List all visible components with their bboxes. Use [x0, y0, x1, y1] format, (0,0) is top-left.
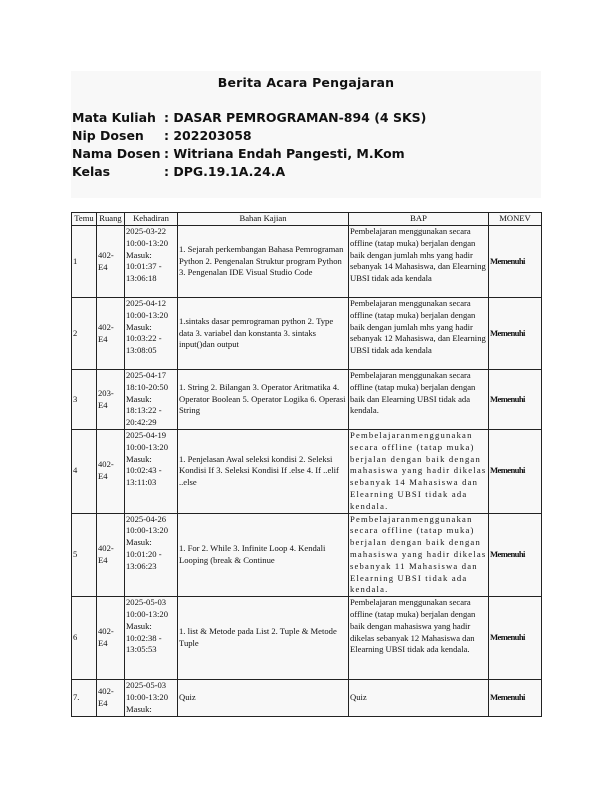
- cell-bahan-kajian: 1. list & Metode pada List 2. Tuple & Metode Tuple: [178, 597, 349, 680]
- cell-temu: 4: [72, 430, 97, 514]
- cell-temu: 5: [72, 513, 97, 597]
- cell-bap: Pembelajaran menggunakan secara offline (tatap muka) berjalan dengan baik dengan jumlah mhs yang hadir sebanyak 12 Mahasiswa, dan Elearning UBSI tidak ada kendala: [349, 298, 489, 370]
- info-label: Mata Kuliah: [72, 110, 156, 125]
- cell-monev: Memenuhi: [489, 430, 542, 514]
- info-value: : Witriana Endah Pangesti, M.Kom: [164, 146, 405, 161]
- cell-bap: Pembelajaran menggunakan secara offline (tatap muka) berjalan dengan baik dengan jumlah mhs yang hadir sebanyak 14 Mahasiswa, dan Elearning UBSI tidak ada kendala: [349, 226, 489, 298]
- cell-kehadiran: 2025-03-22 10:00-13:20 Masuk: 10:01:37 - 13:06:18: [125, 226, 178, 298]
- info-label: Nip Dosen: [72, 128, 144, 143]
- table-row: [72, 513, 542, 597]
- cell-kehadiran: 2025-04-17 18:10-20:50 Masuk: 18:13:22 - 20:42:29: [125, 370, 178, 430]
- document-title: Berita Acara Pengajaran: [217, 75, 395, 90]
- cell-bap: Pembelajaran menggunakan secara offline (tatap muka) berjalan dengan baik dan Elearning UBSI tidak ada kendala.: [349, 370, 489, 430]
- table-row: [72, 430, 542, 514]
- cell-ruang: 402-E4: [97, 430, 125, 514]
- cell-kehadiran: 2025-04-26 10:00-13:20 Masuk: 10:01:20 - 13:06:23: [125, 513, 178, 597]
- table-row: [72, 680, 542, 716]
- table-row: [72, 370, 542, 430]
- info-label: Kelas: [72, 164, 111, 179]
- cell-temu: 3: [72, 370, 97, 430]
- info-row-nip-dosen: [72, 128, 252, 143]
- cell-ruang: 402-E4: [97, 597, 125, 680]
- header-monev: MONEV: [489, 213, 542, 226]
- info-value: : 202203058: [164, 128, 252, 143]
- header-temu: Temu: [72, 213, 97, 226]
- cell-temu: 1: [72, 226, 97, 298]
- table-row: [72, 298, 542, 370]
- cell-bahan-kajian: 1. Sejarah perkembangan Bahasa Pemrograman Python 2. Pengenalan Struktur program Python 3. Pengenalan IDE Visual Studio Code: [178, 226, 349, 298]
- document-header: [71, 71, 541, 198]
- header-bap: BAP: [349, 213, 489, 226]
- info-row-nama-dosen: [72, 146, 405, 161]
- info-value: : DASAR PEMROGRAMAN-894 (4 SKS): [164, 110, 427, 125]
- cell-monev: Memenuhi: [489, 597, 542, 680]
- cell-temu: 6: [72, 597, 97, 680]
- cell-kehadiran: 2025-04-19 10:00-13:20 Masuk: 10:02:43 - 13:11:03: [125, 430, 178, 514]
- header-bahan-kajian: Bahan Kajian: [178, 213, 349, 226]
- cell-ruang: 402-E4: [97, 513, 125, 597]
- cell-bahan-kajian: 1.sintaks dasar pemrograman python 2. Type data 3. variabel dan konstanta 3. sintaks input()dan output: [178, 298, 349, 370]
- cell-ruang: 402-E4: [97, 298, 125, 370]
- table-row: [72, 226, 542, 298]
- cell-monev: Memenuhi: [489, 513, 542, 597]
- table-header-row: [72, 213, 542, 226]
- info-row-mata-kuliah: [72, 110, 426, 125]
- cell-bap: Quiz: [349, 680, 489, 716]
- info-value: : DPG.19.1A.24.A: [164, 164, 286, 179]
- cell-bahan-kajian: Quiz: [178, 680, 349, 716]
- cell-monev: Memenuhi: [489, 298, 542, 370]
- table-row: [72, 597, 542, 680]
- cell-monev: Memenuhi: [489, 680, 542, 716]
- cell-kehadiran: 2025-05-03 10:00-13:20 Masuk:: [125, 680, 178, 716]
- info-row-kelas: [72, 164, 285, 179]
- cell-bahan-kajian: 1. Penjelasan Awal seleksi kondisi 2. Seleksi Kondisi If 3. Seleksi Kondisi If .else 4. If ..elif ..else: [178, 430, 349, 514]
- cell-bap: Pembelajaranmenggunakan secara offline (tatap muka) berjalan dengan baik dengan mahasiswa yang hadir dikelas sebanyak 14 Mahasiswa dan Elearning UBSI tidak ada kendala.: [349, 430, 489, 514]
- cell-ruang: 402-E4: [97, 680, 125, 716]
- cell-kehadiran: 2025-04-12 10:00-13:20 Masuk: 10:03:22 - 13:08:05: [125, 298, 178, 370]
- header-ruang: Ruang: [97, 213, 125, 226]
- header-kehadiran: Kehadiran: [125, 213, 178, 226]
- cell-kehadiran: 2025-05-03 10:00-13:20 Masuk: 10:02:38 - 13:05:53: [125, 597, 178, 680]
- cell-monev: Memenuhi: [489, 226, 542, 298]
- cell-bap: Pembelajaran menggunakan secara offline (tatap muka) berjalan dengan baik dengan mahasiswa yang hadir dikelas sebanyak 12 Mahasiswa dan Elearning UBSI tidak ada kendala.: [349, 597, 489, 680]
- info-label: Nama Dosen: [72, 146, 161, 161]
- cell-temu: 7.: [72, 680, 97, 716]
- cell-temu: 2: [72, 298, 97, 370]
- cell-ruang: 402-E4: [97, 226, 125, 298]
- cell-bahan-kajian: 1. String 2. Bilangan 3. Operator Aritmatika 4. Operator Boolean 5. Operator Logika 6. Operasi String: [178, 370, 349, 430]
- cell-bap: Pembelajaranmenggunakan secara offline (tatap muka) berjalan dengan baik dengan mahasiswa yang hadir dikelas sebanyak 11 Mahasiswa dan Elearning UBSI tidak ada kendala.: [349, 513, 489, 597]
- cell-monev: Memenuhi: [489, 370, 542, 430]
- pengajaran-table: [71, 212, 542, 717]
- cell-ruang: 203-E4: [97, 370, 125, 430]
- cell-bahan-kajian: 1. For 2. While 3. Infinite Loop 4. Kendali Looping (break & Continue: [178, 513, 349, 597]
